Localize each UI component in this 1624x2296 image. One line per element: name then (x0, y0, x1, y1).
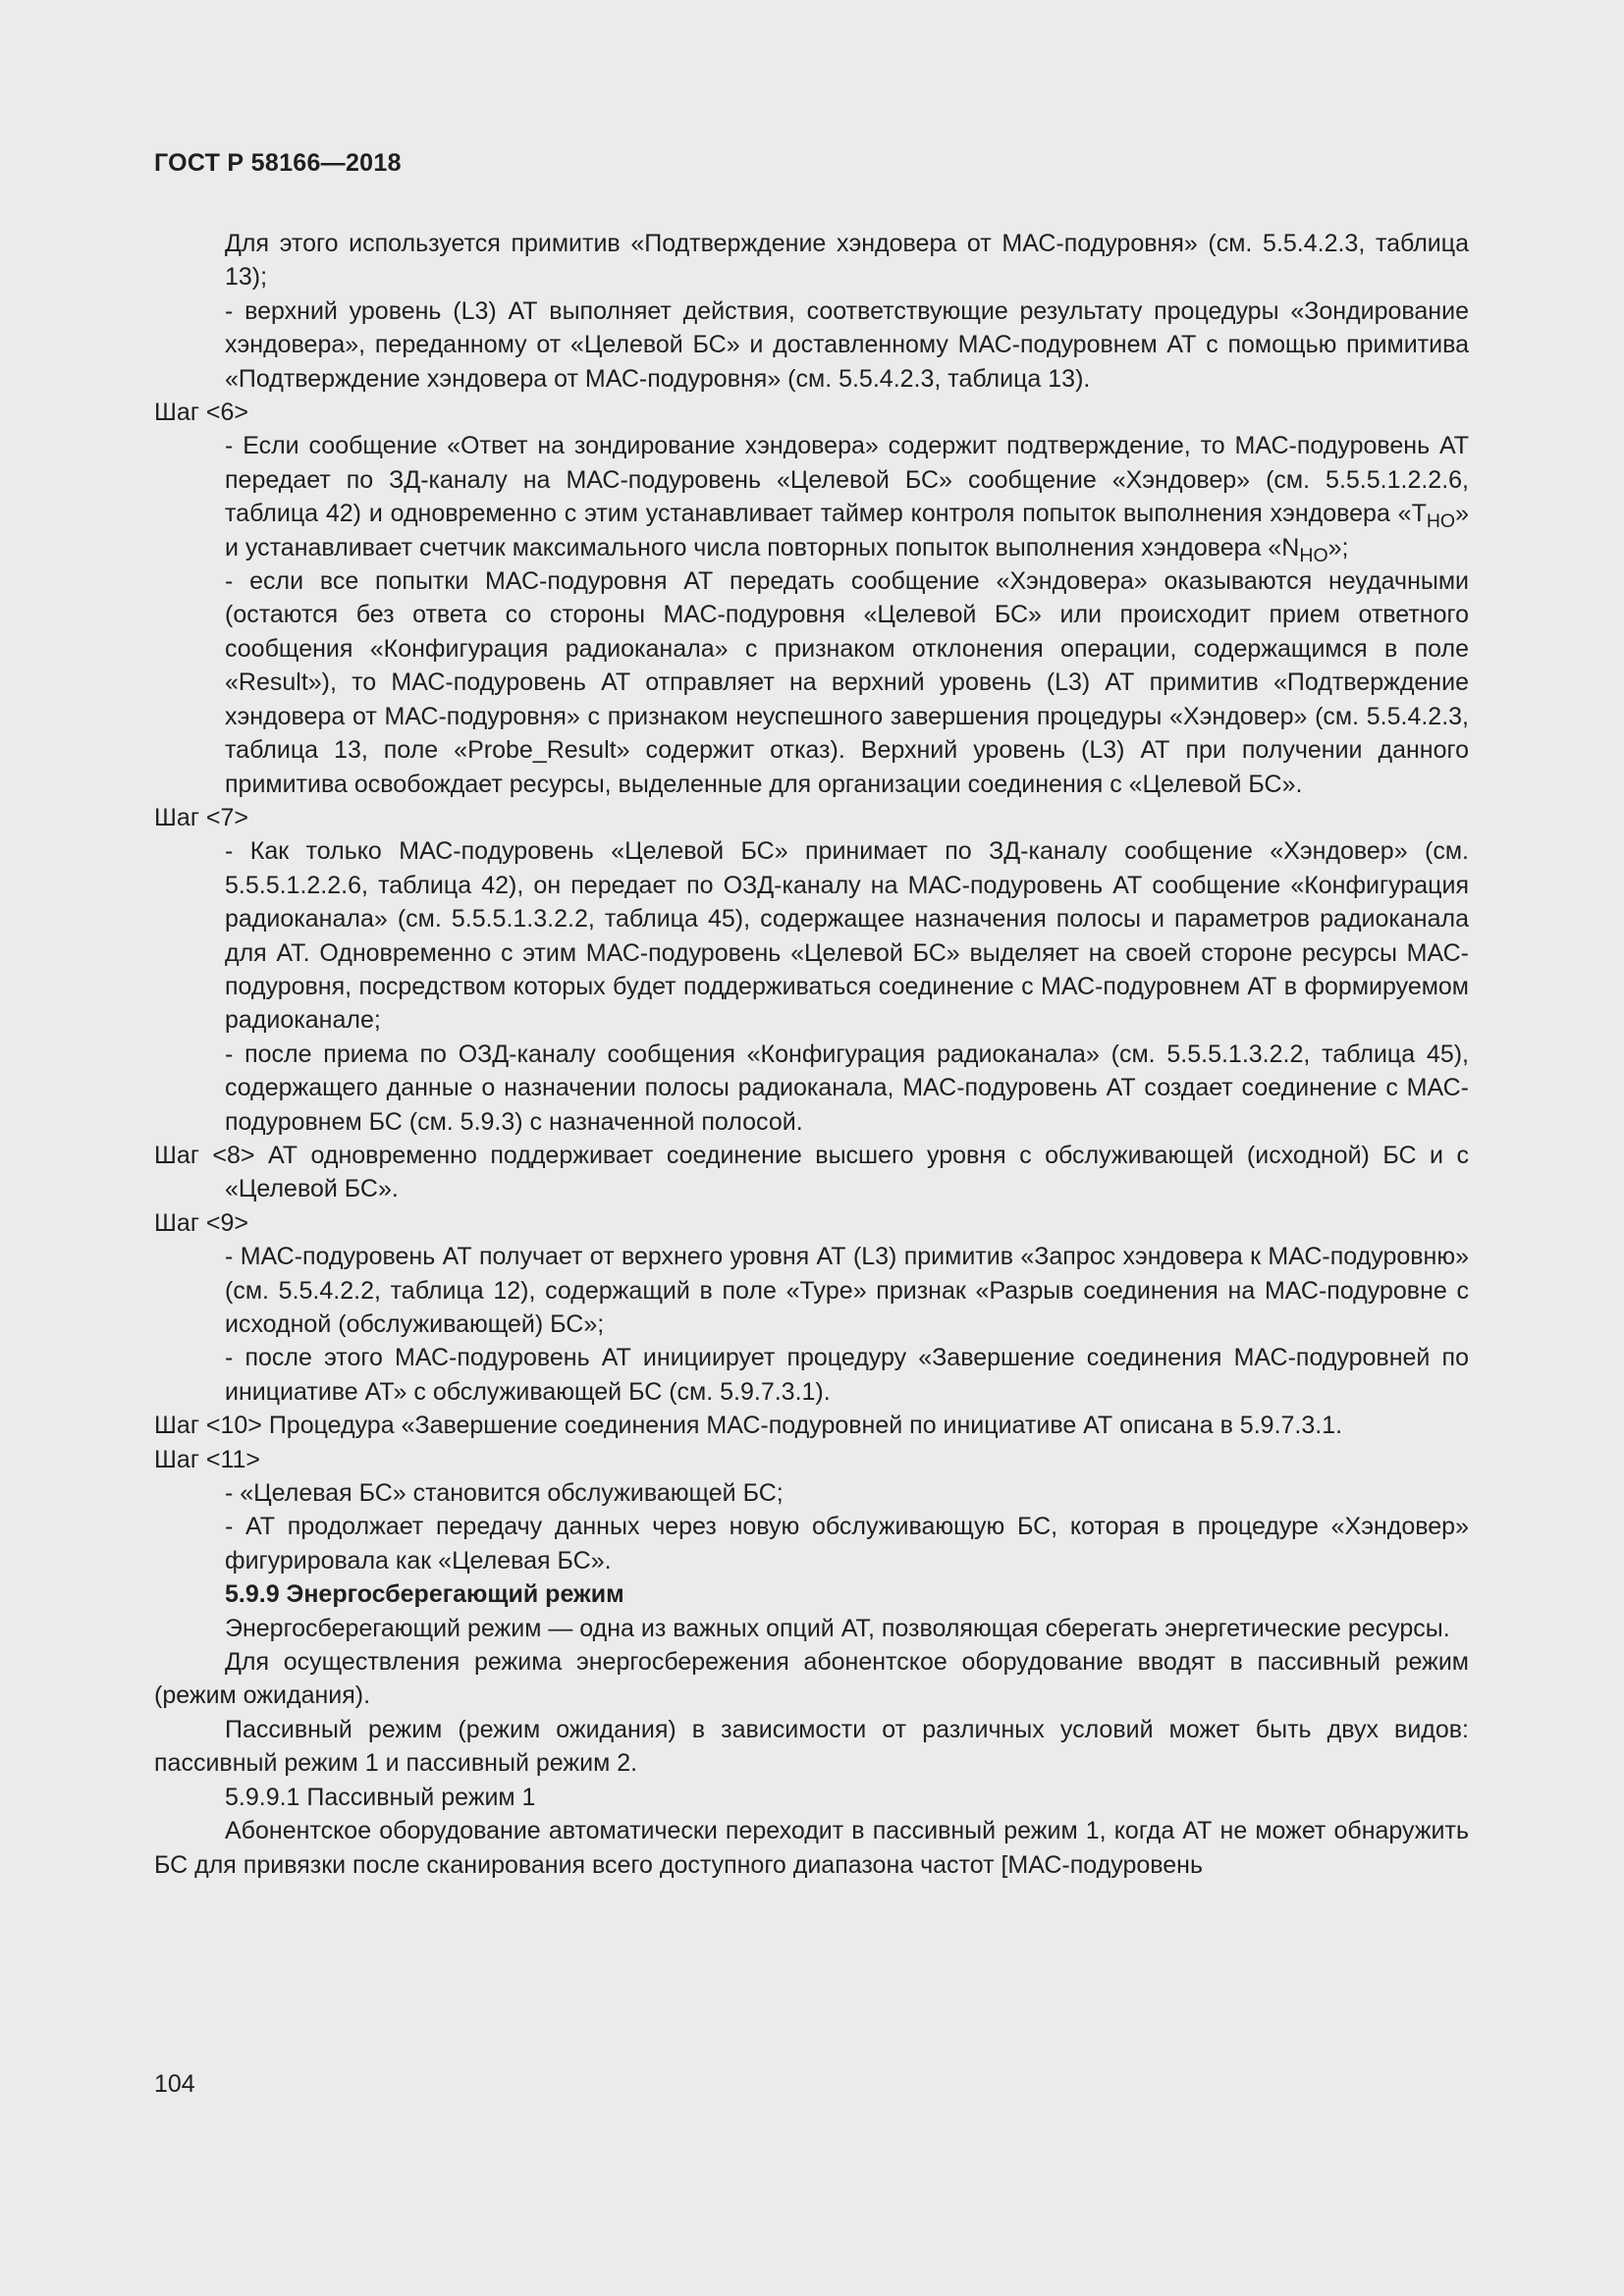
document-body (154, 227, 1469, 1882)
list-item: - АТ продолжает передачу данных через новую обслуживающую БС, которая в процедуре «Хэндовер» фигурировала как «Целевая БС». (225, 1513, 1469, 1575)
step-label-7: Шаг <7> (154, 803, 248, 831)
step-label-9: Шаг <9> (154, 1208, 248, 1237)
list-item: - МАС-подуровень АТ получает от верхнего уровня АТ (L3) примитив «Запрос хэндовера к МАС-подуровню» (см. 5.5.4.2.2, таблица 12), содержащий в поле «Type» признак «Разрыв соединения на МАС-подуровне с исходной (обслуживающей) БС»; (225, 1243, 1469, 1338)
list-item: - Если сообщение «Ответ на зондирование хэндовера» содержит подтверждение, то МАС-подуровень АТ передает по ЗД-каналу на МАС-подуровень «Целевой БС» сообщение «Хэндовер» (см. 5.5.5.1.2.2.6, таблица 42) и одновременно с этим устанавливает таймер контроля попыток выполнения хэндовера «$T_{HO}$» и устанавливает счетчик максимального числа повторных попыток выполнения хэндовера «$N_{HO}$»; (225, 432, 1469, 566)
step-label-11: Шаг <11> (154, 1445, 261, 1473)
subscript: HO (1426, 510, 1456, 533)
list-item: - «Целевая БС» становится обслуживающей БС; (225, 1479, 784, 1508)
subsection-heading: 5.9.9.1 Пассивный режим 1 (225, 1783, 536, 1811)
list-item: - Как только МАС-подуровень «Целевой БС» принимает по ЗД-каналу сообщение «Хэндовер» (см. 5.5.5.1.2.2.6, таблица 42), он передает по ОЗД-каналу на МАС-подуровень АТ сообщение «Конфигурация радиоканала» (см. 5.5.5.1.3.2.2, таблица 45), содержащее назначения полосы и параметров радиоканала для АТ. Одновременно с этим МАС-подуровень «Целевой БС» выделяет на своей стороне ресурсы МАС-подуровня, посредством которых будет поддерживаться соединение с МАС-подуровнем АТ в формируемом радиоканале; (225, 837, 1469, 1035)
document-header: ГОСТ Р 58166—2018 (154, 149, 402, 177)
list-item: - верхний уровень (L3) АТ выполняет действия, соответствующие результату процедуры «Зондирование хэндовера», переданному от «Целевой БС» и доставленному МАС-подуровнем АТ с помощью примитива «Подтверждение хэндовера от МАС-подуровня» (см. 5.5.4.2.3, таблица 13). (225, 296, 1469, 393)
paragraph: Пассивный режим (режим ожидания) в зависимости от различных условий может быть двух видов: пассивный режим 1 и пассивный режим 2. (154, 1715, 1469, 1778)
list-item: - после приема по ОЗД-каналу сообщения «Конфигурация радиоканала» (см. 5.5.5.1.3.2.2, таблица 45), содержащего данные о назначении полосы радиоканала, МАС-подуровень АТ создает соединение с МАС-подуровнем БС (см. 5.9.3) с назначенной полосой. (225, 1040, 1469, 1136)
page-number: 104 (154, 2070, 195, 2098)
paragraph: Энергосберегающий режим — одна из важных опций АТ, позволяющая сберегать энергетические ресурсы. (225, 1614, 1450, 1642)
step-label-10: Шаг <10> Процедура «Завершение соединения МАС-подуровней по инициативе АТ описана в 5.9.7.3.1. (154, 1412, 1343, 1440)
subscript: HO (1299, 544, 1328, 566)
step-label-6: Шаг <6> (154, 399, 248, 427)
list-item: - если все попытки МАС-подуровня АТ передать сообщение «Хэндовера» оказываются неудачными (остаются без ответа со стороны МАС-подуровня «Целевой БС» или происходит прием ответного сообщения «Конфигурация радиоканала» с признаком отклонения операции, содержащимся в поле «Result»), то МАС-подуровень АТ отправляет на верхний уровень (L3) АТ примитив «Подтверждение хэндовера от МАС-подуровня» с признаком неуспешного завершения процедуры «Хэндовер» (см. 5.5.4.2.3, таблица 13, поле «Probe_Result» содержит отказ). Верхний уровень (L3) АТ при получении данного примитива освобождает ресурсы, выделенные для организации соединения с «Целевой БС». (225, 567, 1469, 798)
paragraph: Абонентское оборудование автоматически переходит в пассивный режим 1, когда АТ не может обнаружить БС для привязки после сканирования всего доступного диапазона частот [МАС-подуровень (154, 1817, 1469, 1879)
step-label-8: Шаг <8> АТ одновременно поддерживает соединение высшего уровня с обслуживающей (исходной) БС и с «Целевой БС». (154, 1141, 1469, 1203)
paragraph: Для этого используется примитив «Подтверждение хэндовера от МАС-подуровня» (см. 5.5.4.2.3, таблица 13); (225, 230, 1469, 292)
list-item: - после этого МАС-подуровень АТ инициирует процедуру «Завершение соединения МАС-подуровней по инициативе АТ» с обслуживающей БС (см. 5.9.7.3.1). (225, 1344, 1469, 1406)
paragraph: Для осуществления режима энергосбережения абонентское оборудование вводят в пассивный режим (режим ожидания). (154, 1648, 1469, 1710)
section-heading: 5.9.9 Энергосберегающий режим (225, 1580, 624, 1609)
